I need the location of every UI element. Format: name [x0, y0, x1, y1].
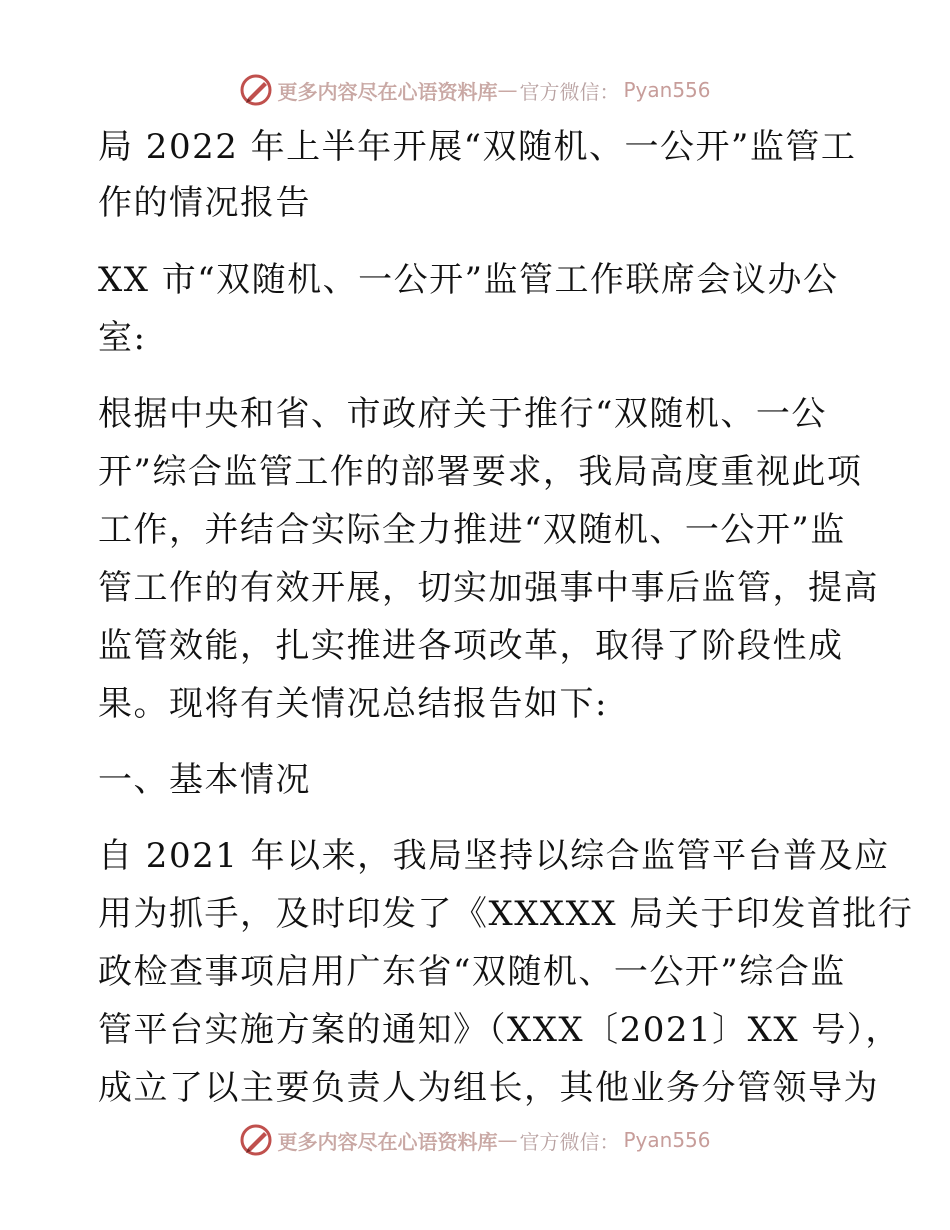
paragraph-1-line-6: 果。现将有关情况总结报告如下: — [98, 684, 608, 724]
title-line-2: 作的情况报告 — [98, 183, 311, 223]
watermark-brand: 更多内容尽在心语资料库 — [277, 1129, 498, 1154]
watermark-label: 官方微信： — [519, 1129, 620, 1154]
paragraph-2-line-3: 政检查事项启用广东省“双随机、一公开”综合监 — [98, 952, 846, 992]
title-line-1: 局 2022 年上半年开展“双随机、一公开”监管工 — [98, 127, 857, 167]
watermark-label: 官方微信： — [519, 79, 620, 104]
watermark-wechat-id: Pyan556 — [623, 78, 711, 102]
paragraph-1-line-4: 管工作的有效开展，切实加强事中事后监管，提高 — [98, 568, 879, 608]
paragraph-2-line-5: 成立了以主要负责人为组长，其他业务分管领导为 — [98, 1068, 879, 1108]
pen-logo-icon — [239, 1123, 273, 1157]
section-heading: 一、基本情况 — [98, 760, 311, 800]
paragraph-2-line-1: 自 2021 年以来，我局坚持以综合监管平台普及应 — [98, 836, 890, 876]
paragraph-1-line-3: 工作，并结合实际全力推进“双随机、一公开”监 — [98, 510, 846, 550]
paragraph-1-line-5: 监管效能，扎实推进各项改革，取得了阶段性成 — [98, 626, 844, 666]
watermark-dash: — — [497, 78, 518, 102]
watermark-dash: — — [497, 1128, 518, 1152]
paragraph-2-line-2: 用为抓手，及时印发了《XXXXX 局关于印发首批行 — [98, 894, 914, 934]
paragraph-1-line-2: 开”综合监管工作的部署要求，我局高度重视此项 — [98, 452, 863, 492]
addressee-line-1: XX 市“双随机、一公开”监管工作联席会议办公 — [98, 260, 839, 300]
paragraph-2-line-4: 管平台实施方案的通知》（XXX〔2021〕XX 号）， — [98, 1010, 901, 1050]
footer-watermark — [0, 1120, 950, 1160]
header-watermark — [0, 70, 950, 110]
watermark-wechat-id: Pyan556 — [623, 1128, 711, 1152]
addressee-line-2: 室: — [98, 318, 147, 358]
paragraph-1-line-1: 根据中央和省、市政府关于推行“双随机、一公 — [98, 394, 827, 434]
pen-logo-icon — [239, 73, 273, 107]
watermark-brand: 更多内容尽在心语资料库 — [277, 79, 498, 104]
